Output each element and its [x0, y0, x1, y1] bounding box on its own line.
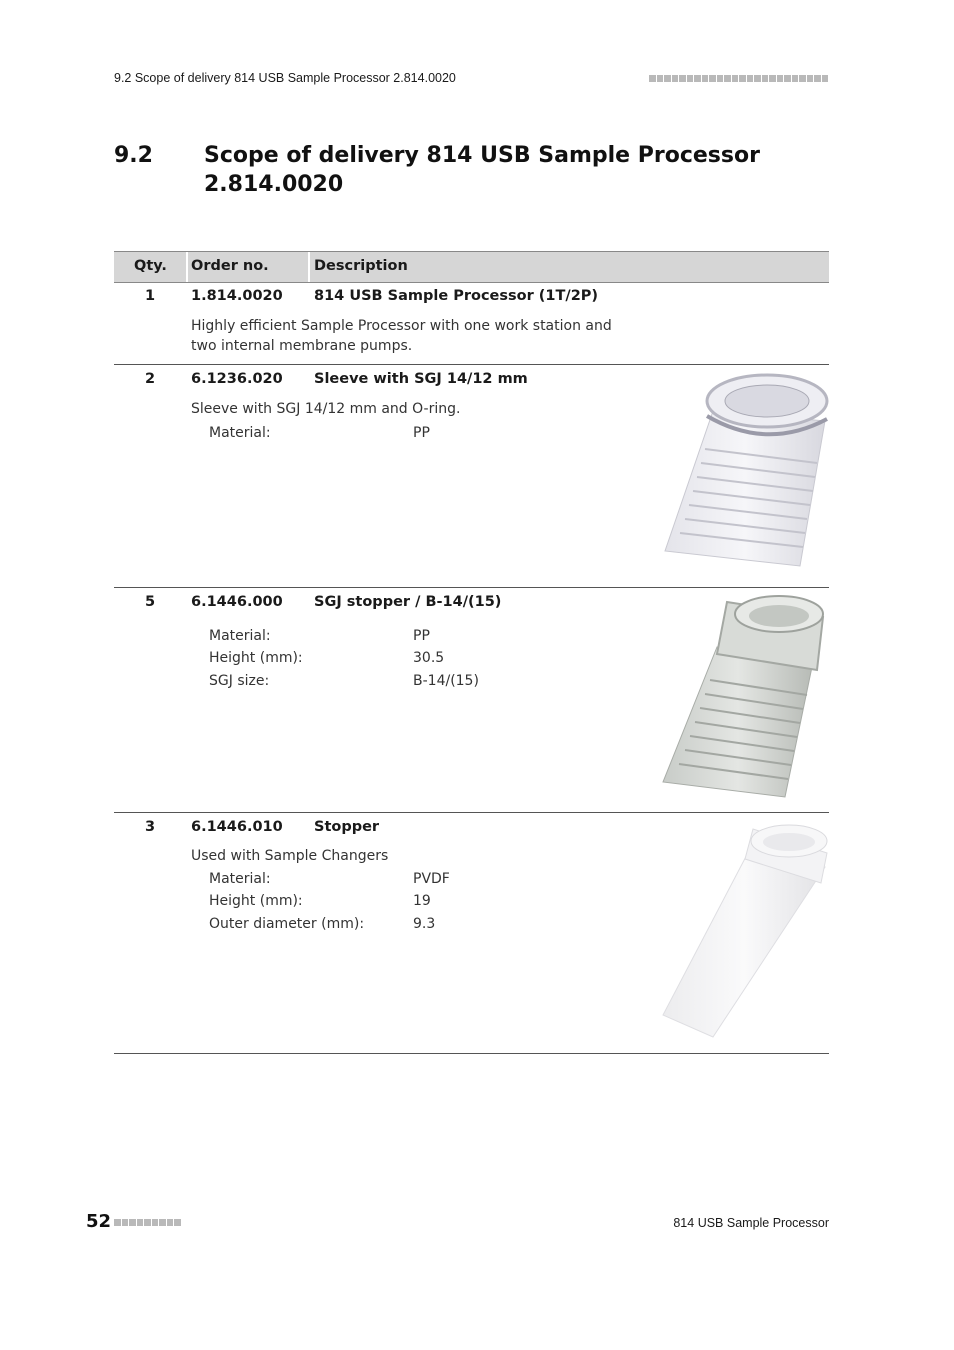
table-row	[114, 588, 829, 813]
section-number: 9.2	[114, 143, 153, 168]
property-label: Outer diameter (mm):	[209, 916, 365, 932]
table-row	[114, 365, 829, 588]
property-label: Material:	[209, 425, 271, 441]
column-description: Description	[314, 258, 408, 274]
row-order-no: 6.1446.010	[191, 819, 283, 835]
property-label: Material:	[209, 871, 271, 887]
property-value: PP	[413, 628, 430, 644]
row-name: 814 USB Sample Processor (1T/2P)	[314, 288, 599, 304]
property-label: SGJ size:	[209, 673, 270, 689]
footer-product: 814 USB Sample Processor	[673, 1216, 829, 1230]
property-label: Height (mm):	[209, 893, 303, 909]
row-description: Highly efficient Sample Processor with one work station and two internal membrane pumps.	[191, 318, 612, 354]
header-decoration-dots	[649, 75, 828, 82]
row-name: SGJ stopper / B-14/(15)	[314, 594, 502, 610]
table-row	[114, 813, 829, 1054]
row-order-no: 6.1446.000	[191, 594, 283, 610]
column-qty: Qty.	[134, 258, 167, 274]
delivery-table	[114, 251, 829, 1054]
row-qty: 3	[144, 819, 156, 835]
running-header: 9.2 Scope of delivery 814 USB Sample Processor 2.814.0020	[114, 71, 456, 85]
property-label: Material:	[209, 628, 271, 644]
table-row	[114, 283, 829, 365]
property-value: PP	[413, 425, 430, 441]
row-qty: 2	[144, 371, 156, 387]
table-header	[114, 251, 829, 283]
sleeve-photo-icon	[655, 371, 829, 575]
row-description: Used with Sample Changers	[191, 848, 389, 864]
property-value: 30.5	[413, 650, 445, 666]
pvdf-stopper-photo-icon	[655, 819, 829, 1041]
row-name: Sleeve with SGJ 14/12 mm	[314, 371, 528, 387]
row-order-no: 1.814.0020	[191, 288, 283, 304]
row-qty: 1	[144, 288, 156, 304]
page-number: 52	[86, 1211, 112, 1232]
row-description: Sleeve with SGJ 14/12 mm and O-ring.	[191, 401, 461, 417]
section-title: Scope of delivery 814 USB Sample Processor 2.814.0020	[204, 143, 760, 197]
row-order-no: 6.1236.020	[191, 371, 283, 387]
property-value: 19	[413, 893, 431, 909]
row-name: Stopper	[314, 819, 380, 835]
property-label: Height (mm):	[209, 650, 303, 666]
row-qty: 5	[144, 594, 156, 610]
property-value: PVDF	[413, 871, 450, 887]
column-order-no: Order no.	[191, 258, 269, 274]
property-value: 9.3	[413, 916, 436, 932]
stopper-photo-icon	[655, 592, 829, 800]
footer-decoration-dots	[114, 1219, 181, 1226]
property-value: B-14/(15)	[413, 673, 479, 689]
